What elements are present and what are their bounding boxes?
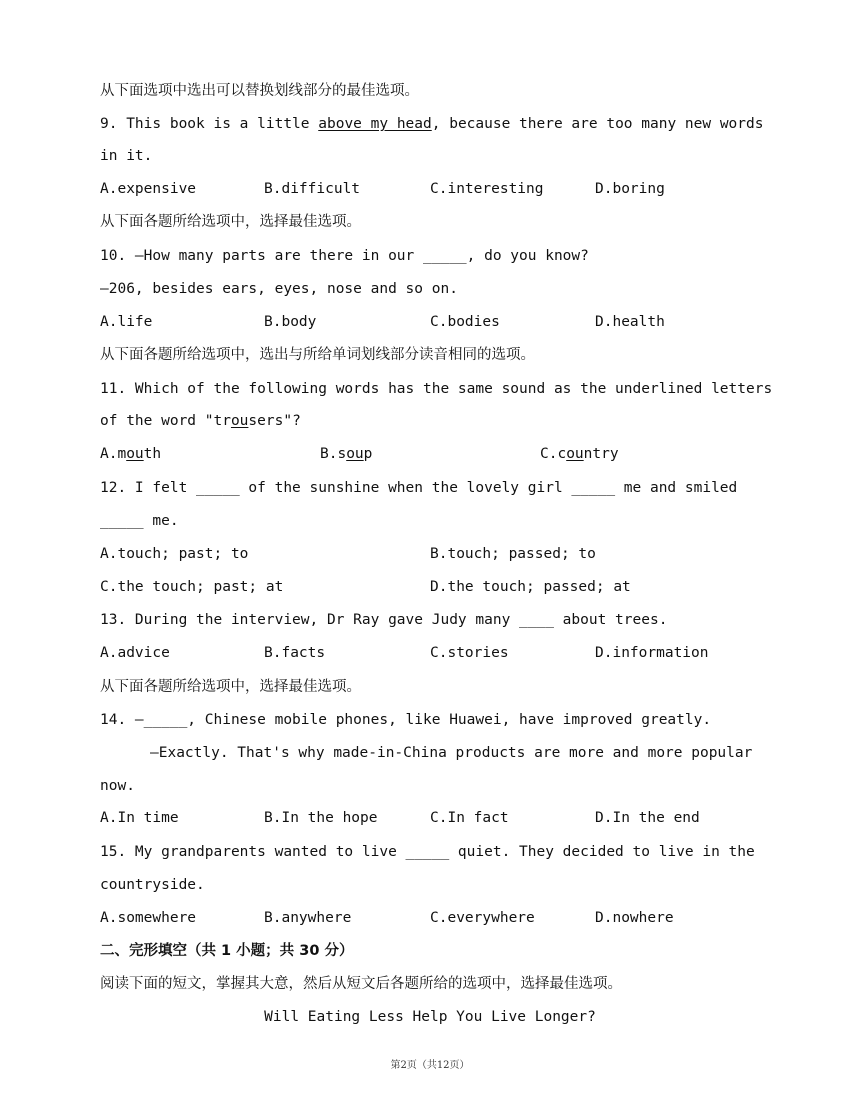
q10-option-b[interactable]: B.body — [264, 314, 317, 330]
q9-option-a[interactable]: A.expensive — [100, 181, 197, 197]
q9-option-d[interactable]: D.boring — [595, 181, 665, 197]
instruction-replace: 从下面选项中选出可以替换划线部分的最佳选项。 — [100, 83, 419, 99]
q11-option-b[interactable]: B.soup — [320, 446, 373, 462]
q11-option-c[interactable]: C.country — [540, 446, 619, 462]
section-instruction: 阅读下面的短文，掌握其大意，然后从短文后各题所给的选项中，选择最佳选项。 — [100, 976, 622, 992]
q14-option-c[interactable]: C.In fact — [430, 810, 509, 826]
question-14: 14. —_____, Chinese mobile phones, like Huawei, have improved greatly. — [100, 712, 712, 728]
q10-option-d[interactable]: D.health — [595, 314, 665, 330]
q12-option-b[interactable]: B.touch; passed; to — [430, 546, 596, 562]
q11-option-a[interactable]: A.mouth — [100, 446, 162, 462]
page-footer: 第2页（共12页） — [390, 1060, 470, 1071]
question-12: 12. I felt _____ of the sunshine when the lovely girl _____ me and smiled — [100, 480, 738, 496]
q10-option-c[interactable]: C.bodies — [430, 314, 500, 330]
question-10: 10. —How many parts are there in our _____, do you know? — [100, 248, 589, 264]
instruction-pronunciation: 从下面各题所给选项中，选出与所给单词划线部分读音相同的选项。 — [100, 347, 535, 363]
question-10-answer: —206, besides ears, eyes, nose and so on. — [100, 281, 458, 297]
q15-option-a[interactable]: A.somewhere — [100, 910, 197, 926]
question-15: 15. My grandparents wanted to live _____ quiet. They decided to live in the — [100, 844, 755, 860]
q12-option-a[interactable]: A.touch; past; to — [100, 546, 249, 562]
instruction-best-2: 从下面各题所给选项中，选择最佳选项。 — [100, 679, 361, 695]
question-14-cont: now. — [100, 778, 135, 794]
underlined-phrase: above my head — [318, 116, 432, 132]
q14-option-d[interactable]: D.In the end — [595, 810, 700, 826]
question-9: 9. This book is a little above my head, because there are too many new words — [100, 116, 764, 132]
q15-option-b[interactable]: B.anywhere — [264, 910, 352, 926]
question-9-cont: in it. — [100, 148, 153, 164]
q14-option-b[interactable]: B.In the hope — [264, 810, 378, 826]
q13-option-b[interactable]: B.facts — [264, 645, 326, 661]
section-heading: 二、完形填空（共 1 小题；共 30 分） — [100, 943, 354, 959]
q15-option-c[interactable]: C.everywhere — [430, 910, 535, 926]
q14-option-a[interactable]: A.In time — [100, 810, 179, 826]
q10-option-a[interactable]: A.life — [100, 314, 153, 330]
q9-option-c[interactable]: C.interesting — [430, 181, 544, 197]
question-15-cont: countryside. — [100, 877, 205, 893]
question-14-reply: —Exactly. That's why made-in-China products are more and more popular — [150, 745, 753, 761]
question-13: 13. During the interview, Dr Ray gave Judy many ____ about trees. — [100, 612, 668, 628]
q13-option-c[interactable]: C.stories — [430, 645, 509, 661]
question-11-cont: of the word "trousers"? — [100, 413, 301, 429]
instruction-best: 从下面各题所给选项中，选择最佳选项。 — [100, 214, 361, 230]
passage-title: Will Eating Less Help You Live Longer? — [264, 1009, 596, 1025]
question-12-cont: _____ me. — [100, 513, 179, 529]
q9-option-b[interactable]: B.difficult — [264, 181, 361, 197]
q13-option-a[interactable]: A.advice — [100, 645, 170, 661]
q12-option-d[interactable]: D.the touch; passed; at — [430, 579, 631, 595]
q12-option-c[interactable]: C.the touch; past; at — [100, 579, 284, 595]
q15-option-d[interactable]: D.nowhere — [595, 910, 674, 926]
question-11: 11. Which of the following words has the same sound as the underlined letters — [100, 381, 773, 397]
q13-option-d[interactable]: D.information — [595, 645, 709, 661]
